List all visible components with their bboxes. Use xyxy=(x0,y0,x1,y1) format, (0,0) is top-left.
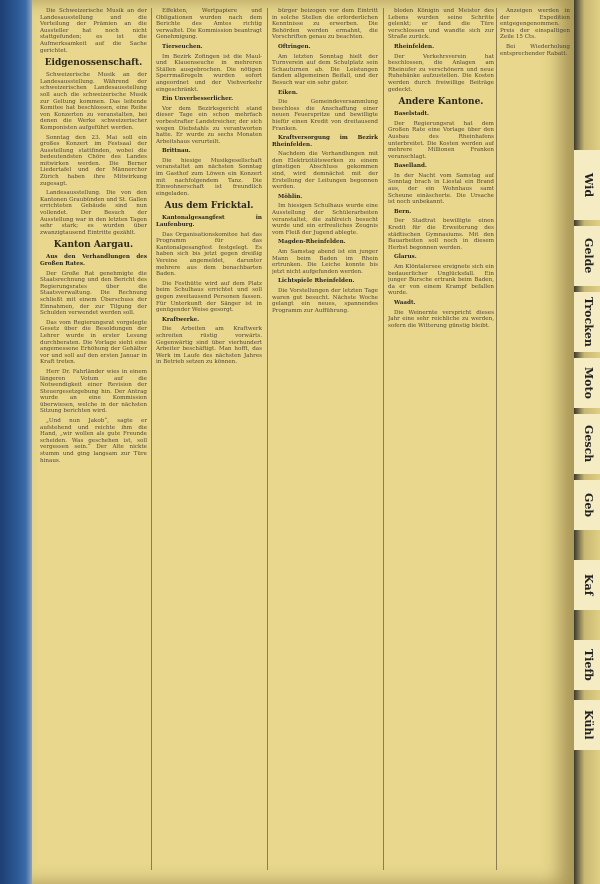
article-text: Herr Dr. Fahrländer wies in einem längeren Votum auf die Notwendigkeit einer Revision der Steuergesetzgebung hin. Der Antrag wurde an eine Kommission überwiesen, welche in der nächsten Sitzung berichten wird. xyxy=(40,368,147,415)
article-text: Am letzten Sonntag hielt der Turnverein auf dem Schulplatz sein Schauturnen ab. Die Leistungen fanden allgemeinen Beifall, und der Besuch war ein sehr guter. xyxy=(272,53,378,86)
section-heading: Andere Kantone. xyxy=(398,97,484,108)
column-divider xyxy=(383,8,384,870)
article-subheading: Baselland. xyxy=(394,163,427,170)
article-subheading: Brittnau. xyxy=(162,148,191,155)
article-text: Die Schweizerische Musik an der Landesausstellung und die Verteilung der Prämien an die Aussteller hat noch nicht stattgefunden; es ist die Aufmerksamkeit auf die Sache gerichtet. xyxy=(40,8,147,54)
ad-word: Kühl xyxy=(574,700,600,750)
article-text: Am Samstag abend ist ein junger Mann beim Baden im Rhein ertrunken. Die Leiche konnte bis jetzt nicht aufgefunden werden. xyxy=(272,249,378,275)
ad-word: Moto xyxy=(574,358,600,408)
article-text: „Und nun Jakob“, sagte er aufstehend und reichte ihm die Hand, „wir wollen als gute Freunde scheiden. Was geschehen ist, soll vergessen sein.“ Der Alte nickte stumm und ging langsam zur Türe hinaus. xyxy=(40,418,147,464)
article-subheading: Aus den Verhandlungen des Großen Rates. xyxy=(40,254,147,267)
article-subheading: Ein Unverbesserlicher. xyxy=(162,96,234,103)
article-text: Bei Wiederholung entsprechender Rabatt. xyxy=(500,43,570,57)
ad-word: Gelde xyxy=(574,226,600,286)
article-text: bloden Königin und Meister des Lebens wurden seine Schritte gelenkt; er fand die Türe verschlossen und wandte sich zur Straße zurück. xyxy=(388,8,494,41)
article-subheading: Lichtspiele Rheinfelden. xyxy=(278,278,355,285)
book-binding-spine xyxy=(0,0,32,884)
article-subheading: Kraftversorgung im Bezirk Rheinfelden. xyxy=(272,135,378,148)
section-heading: Kanton Aargau. xyxy=(53,240,134,251)
article-text: Die Weinernte verspricht dieses Jahr eine sehr reichliche zu werden, sofern die Witterung günstig bleibt. xyxy=(388,309,494,329)
article-subheading: Baselstadt. xyxy=(394,111,429,118)
article-text: Die hiesige Musikgesellschaft veranstaltet am nächsten Sonntag im Gasthof zum Löwen ein Konzert mit nachfolgendem Tanz. Die Einwohnerschaft ist freundlich eingeladen. xyxy=(156,157,262,197)
article-subheading: Oftringen. xyxy=(278,43,311,50)
article-text: Landesausstellung. Die von den Kantonen Graubünden und St. Gallen errichteten Gebäude sind nun vollendet. Der Besuch der Ausstellung war in den letzten Tagen sehr stark; es wurden über zwanzigtausend Eintritte gezählt. xyxy=(40,190,147,236)
article-text: Das Organisationskomitee hat das Programm für das Kantonalgesangfest festgelegt. Es haben sich bis jetzt gegen dreißig Vereine angemeldet, darunter mehrere aus dem benachbarten Baden. xyxy=(156,231,262,278)
article-subheading: Glarus. xyxy=(394,254,417,261)
article-text: Der Verkehrsverein hat beschlossen, die Anlagen am Rheinufer zu verschönern und neue Ruhebänke aufzustellen. Die Kosten werden durch freiwillige Beiträge gedeckt. xyxy=(388,53,494,93)
article-text: Anzeigen werden in der Expedition entgegengenommen. Preis der einspaltigen Zeile 15 Cts. xyxy=(500,8,570,41)
column-1 xyxy=(40,8,147,870)
article-subheading: Magden-Rheinfelden. xyxy=(278,239,346,246)
ad-word: Geb xyxy=(574,480,600,530)
article-text: Nachdem die Verhandlungen mit den Elektrizitätswerken zu einem günstigen Abschluss gekommen sind, wird demnächst mit der Erstellung der Leitungen begonnen werden. xyxy=(272,151,378,191)
article-text: Effekten, Wertpapiere und Obligationen wurden nach dem Berichte des Amtes richtig verwaltet. Die Kommission beantragt Genehmigung. xyxy=(156,8,262,41)
article-text: Sonntag den 23. Mai soll ein großes Konzert im Festsaal der Ausstellung stattfinden, wobei die bedeutendsten Chöre des Landes mitwirken werden. Die Berner Liedertafel und der Männerchor Zürich haben ihre Mitwirkung zugesagt. xyxy=(40,134,147,187)
article-text: Am Klöntalersee ereignete sich ein bedauerlicher Unglücksfall. Ein junger Bursche ertrank beim Baden, da er von einem Krampf befallen wurde. xyxy=(388,264,494,297)
column-2 xyxy=(156,8,262,870)
article-text: bürger beizogen vor dem Eintritt in solche Stellen die erforderlichen Kenntnisse zu erwerben. Die Behörden werden ermahnt, die Vorschriften genau zu beachten. xyxy=(272,8,378,41)
article-text: Vor dem Bezirksgericht stand dieser Tage ein schon mehrfach vorbestrafter Landstreicher, der sich wegen Diebstahls zu verantworten hatte. Er wurde zu sechs Monaten Arbeitshaus verurteilt. xyxy=(156,105,262,145)
column-5 xyxy=(500,8,570,870)
article-subheading: Waadt. xyxy=(394,299,416,306)
article-text: Das vom Regierungsrat vorgelegte Gesetz über die Besoldungen der Lehrer wurde in erster Lesung durchberaten. Die Vorlage sieht eine angemessene Erhöhung der Gehälter vor und soll auf den ersten Januar in Kraft treten. xyxy=(40,319,147,366)
ad-word: Kaf xyxy=(574,560,600,610)
column-4 xyxy=(388,8,494,870)
article-subheading: Tierseuchen. xyxy=(162,43,203,50)
article-subheading: Bern. xyxy=(394,208,412,215)
article-subheading: Kantonalgesangfest in Laufenburg. xyxy=(156,215,262,229)
article-text: Die Arbeiten am Kraftwerk schreiten rüstig vorwärts. Gegenwärtig sind über vierhundert Arbeiter beschäftigt. Man hofft, das Werk im Laufe des nächsten Jahres in Betrieb setzen zu können. xyxy=(156,326,262,366)
article-subheading: Kraftwerke. xyxy=(162,316,200,323)
column-divider xyxy=(151,8,152,870)
newspaper-page xyxy=(32,0,574,884)
article-subheading: Möhlin. xyxy=(278,193,303,200)
column-divider xyxy=(267,8,268,870)
article-text: Die Gemeindeversammlung beschloss die Anschaffung einer neuen Feuerspritze und bewilligte hiefür einen Kredit von dreitausend Franken. xyxy=(272,99,378,132)
article-text: Der Große Rat genehmigte die Staatsrechnung und den Bericht des Regierungsrates über die Staatsverwaltung. Die Rechnung schließt mit einem Überschuss der Einnahmen, der zur Tilgung der Schulden verwendet werden soll. xyxy=(40,270,147,317)
ad-word: Wid xyxy=(574,150,600,220)
article-subheading: Eiken. xyxy=(278,89,298,96)
article-text: In der Nacht vom Samstag auf Sonntag brach in Liestal ein Brand aus, der ein Wohnhaus samt Scheune einäscherte. Die Ursache ist noch unbekannt. xyxy=(388,172,494,206)
article-subheading: Rheinfelden. xyxy=(394,43,435,50)
article-text: Die Vorstellungen der letzten Tage waren gut besucht. Nächste Woche gelangt ein neues, spannendes Programm zur Aufführung. xyxy=(272,287,378,314)
column-divider xyxy=(496,8,497,870)
ad-word: Trocken xyxy=(574,292,600,352)
section-heading: Eidgenossenschaft. xyxy=(44,58,143,69)
article-text: Die Festhütte wird auf dem Platz beim Schulhaus errichtet und soll gegen zweitausend Personen fassen. Für Unterkunft der Sänger ist in genügender Weise gesorgt. xyxy=(156,280,262,314)
article-text: Im Bezirk Zofingen ist die Maul- und Klauenseuche in mehreren Ställen ausgebrochen. Die nötigen Sperrmaßregeln wurden sofort angeordnet und der Viehverkehr eingeschränkt. xyxy=(156,53,262,93)
article-text: Der Regierungsrat hat dem Großen Rate eine Vorlage über den Ausbau des Rheinhafens unterbreitet. Die Kosten werden auf mehrere Millionen Franken veranschlagt. xyxy=(388,120,494,160)
ad-word: Gesch xyxy=(574,414,600,474)
ad-word: Tiefb xyxy=(574,640,600,690)
article-text: Der Stadtrat bewilligte einen Kredit für die Erweiterung des städtischen Gymnasiums. Mit den Bauarbeiten soll noch in diesem Herbst begonnen werden. xyxy=(388,218,494,251)
article-text: Schweizerische Musik an der Landesausstellung. Während der schweizerischen Landesausstellung soll auch die schweizerische Musik zur Geltung kommen. Das leitende Komitee hat beschlossen, eine Reihe von Konzerten zu veranstalten, bei denen die Werke schweizerischer Komponisten aufgeführt werden. xyxy=(40,72,147,131)
column-3 xyxy=(272,8,378,870)
facing-page-edge xyxy=(574,0,600,884)
article-text: Im hiesigen Schulhaus wurde eine Ausstellung der Schülerarbeiten veranstaltet, die zahlreich besucht wurde und ein erfreuliches Zeugnis vom Fleiß der Jugend ablegte. xyxy=(272,203,378,236)
section-heading: Aus dem Fricktal. xyxy=(164,201,254,212)
